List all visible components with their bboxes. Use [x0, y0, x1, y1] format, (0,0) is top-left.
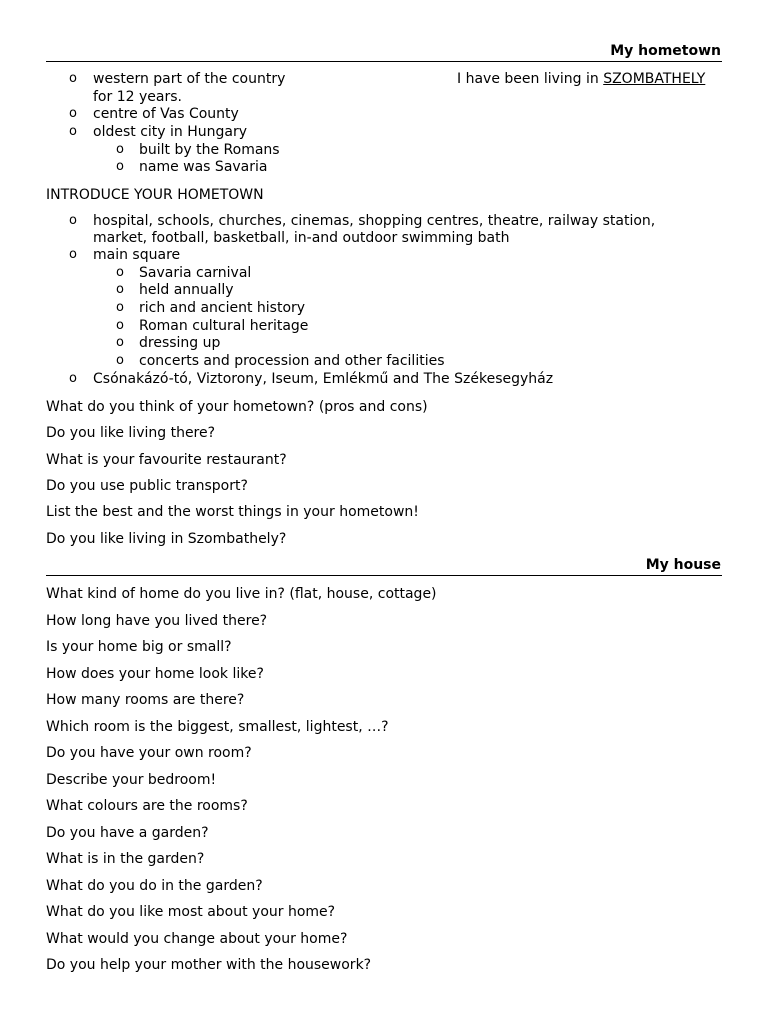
question: Which room is the biggest, smallest, lightest, …?	[46, 719, 389, 735]
question: List the best and the worst things in your hometown!	[46, 504, 419, 520]
list-item: centre of Vas County	[93, 106, 239, 122]
question: What colours are the rooms?	[46, 798, 248, 814]
sub-list-item: Savaria carnival	[139, 265, 252, 281]
question: What would you change about your home?	[46, 931, 348, 947]
bullet-marker: o	[69, 213, 77, 228]
divider-hometown	[46, 61, 722, 62]
living-statement	[457, 70, 705, 88]
question: How does your home look like?	[46, 666, 264, 682]
question: Do you help your mother with the housework?	[46, 957, 372, 973]
question: What do you like most about your home?	[46, 904, 336, 920]
city-name: SZOMBATHELY	[603, 71, 706, 87]
list-item: hospital, schools, churches, cinemas, shopping centres, theatre, railway station,	[93, 213, 656, 229]
question: What is your favourite restaurant?	[46, 452, 287, 468]
list-item: Csónakázó-tó, Viztorony, Iseum, Emlékmű and The Székesegyház	[93, 371, 554, 387]
bullet-marker: o	[116, 142, 124, 157]
list-item-continuation: for 12 years.	[93, 89, 182, 105]
question: How long have you lived there?	[46, 613, 268, 629]
sub-list-item: name was Savaria	[139, 159, 268, 175]
question: Do you like living there?	[46, 425, 216, 441]
sub-list-item: held annually	[139, 282, 234, 298]
question: What do you think of your hometown? (pros and cons)	[46, 399, 428, 415]
bullet-marker: o	[69, 371, 77, 386]
bullet-marker: o	[116, 159, 124, 174]
question: Describe your bedroom!	[46, 772, 217, 788]
question: Is your home big or small?	[46, 639, 232, 655]
living-prefix: I have been living in	[457, 71, 604, 87]
bullet-marker: o	[116, 318, 124, 333]
sub-list-item: dressing up	[139, 335, 221, 351]
bullet-marker: o	[116, 353, 124, 368]
list-item: main square	[93, 247, 181, 263]
bullet-marker: o	[69, 106, 77, 121]
question: Do you have a garden?	[46, 825, 209, 841]
section-heading-hometown: My hometown	[610, 43, 721, 59]
question: What do you do in the garden?	[46, 878, 263, 894]
question: What kind of home do you live in? (flat, house, cottage)	[46, 586, 437, 602]
list-item: oldest city in Hungary	[93, 124, 247, 140]
question: How many rooms are there?	[46, 692, 245, 708]
divider-house	[46, 575, 722, 576]
introduce-heading: INTRODUCE YOUR HOMETOWN	[46, 187, 264, 203]
bullet-marker: o	[116, 335, 124, 350]
question: What is in the garden?	[46, 851, 205, 867]
bullet-marker: o	[116, 300, 124, 315]
sub-list-item: concerts and procession and other facilities	[139, 353, 445, 369]
question: Do you use public transport?	[46, 478, 248, 494]
sub-list-item: built by the Romans	[139, 142, 280, 158]
bullet-marker: o	[116, 282, 124, 297]
bullet-marker: o	[116, 265, 124, 280]
sub-list-item: Roman cultural heritage	[139, 318, 309, 334]
question: Do you like living in Szombathely?	[46, 531, 287, 547]
section-heading-house: My house	[645, 557, 721, 573]
bullet-marker: o	[69, 71, 77, 86]
bullet-marker: o	[69, 247, 77, 262]
question: Do you have your own room?	[46, 745, 252, 761]
list-item-continuation: market, football, basketball, in-and outdoor swimming bath	[93, 230, 510, 246]
list-item: western part of the country	[93, 71, 286, 87]
sub-list-item: rich and ancient history	[139, 300, 306, 316]
bullet-marker: o	[69, 124, 77, 139]
